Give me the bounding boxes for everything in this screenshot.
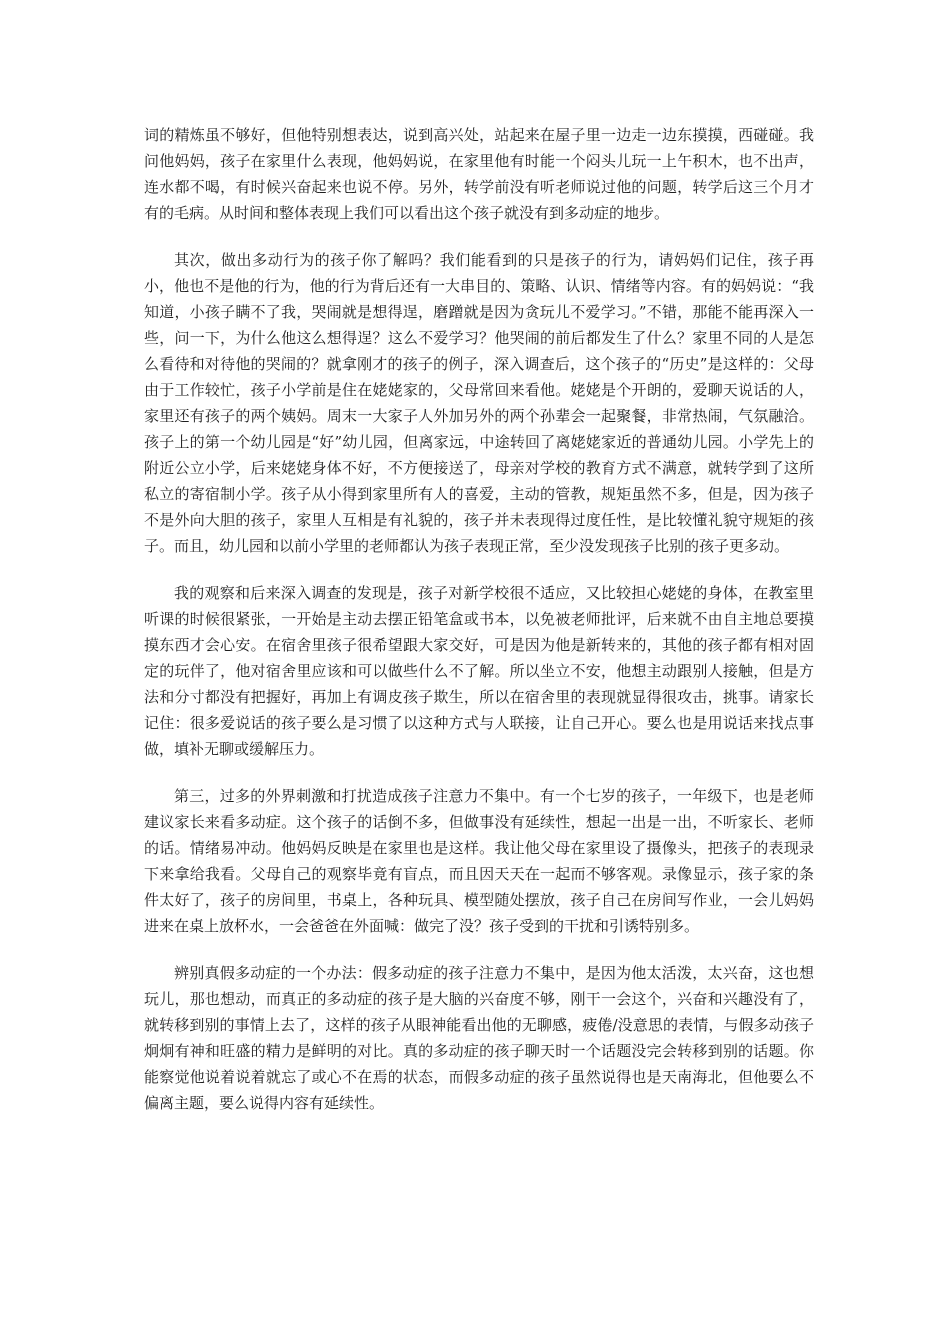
paragraph-distinguish-method: 辨别真假多动症的一个办法：假多动症的孩子注意力不集中，是因为他太活泼，太兴奋，这也想玩儿，那也想动，而真正的多动症的孩子是大脑的兴奋度不够，刚干一会这个，兴奋和兴趣没有了，就转移到别的事情上去了，这样的孩子从眼神能看出他的无聊感，疲倦/没意思的表情，与假多动孩子炯炯有神和旺盛的精力是鲜明的对比。真的多动症的孩子聊天时一个话题没完会转移到别的话题。你能察觉他说着说着就忘了或心不在焉的状态，而假多动症的孩子虽然说得也是天南海北，但他要么不偏离主题，要么说得内容有延续性。 <box>144 964 814 1112</box>
paragraph-continuation: 词的精炼虽不够好，但他特别想表达，说到高兴处，站起来在屋子里一边走一边东摸摸，西碰碰。我问他妈妈，孩子在家里什么表现，他妈妈说，在家里他有时能一个闷头儿玩一上午积木，也不出声，连水都不喝，有时候兴奋起来也说不停。另外，转学前没有听老师说过他的问题，转学后这三个月才有的毛病。从时间和整体表现上我们可以看出这个孩子就没有到多动症的地步。 <box>144 126 814 222</box>
paragraph-observation: 我的观察和后来深入调查的发现是，孩子对新学校很不适应，又比较担心姥姥的身体，在教室里听课的时候很紧张，一开始是主动去摆正铅笔盒或书本，以免被老师批评，后来就不由自主地总要摸摸东西才会心安。在宿舍里孩子很希望跟大家交好，可是因为他是新转来的，其他的孩子都有相对固定的玩伴了，他对宿舍里应该和可以做些什么不了解。所以坐立不安，他想主动跟别人接触，但是方法和分寸都没有把握好，再加上有调皮孩子欺生，所以在宿舍里的表现就显得很攻击，挑事。请家长记住：很多爱说话的孩子要么是习惯了以这种方式与人联接，让自己开心。要么也是用说话来找点事做，填补无聊或缓解压力。 <box>144 584 814 758</box>
article-body <box>144 122 814 1137</box>
paragraph-second-point: 其次，做出多动行为的孩子你了解吗？我们能看到的只是孩子的行为，请妈妈们记住，孩子再小，他也不是他的行为，他的行为背后还有一大串目的、策略、认识、情绪等内容。有的妈妈说：“我知道，小孩子瞒不了我，哭闹就是想得逞，磨蹭就是因为贪玩儿不爱学习。”不错，那能不能再深入一些，问一下，为什么他这么想得逞？这么不爱学习？他哭闹的前后都发生了什么？家里不同的人是怎么看待和对待他的哭闹的？就拿刚才的孩子的例子，深入调查后，这个孩子的“历史”是这样的：父母由于工作较忙，孩子小学前是住在姥姥家的，父母常回来看他。姥姥是个开朗的，爱聊天说话的人，家里还有孩子的两个姨妈。周末一大家子人外加另外的两个孙辈会一起聚餐，非常热闹，气氛融洽。孩子上的第一个幼儿园是“好”幼儿园，但离家远，中途转回了离姥姥家近的普通幼儿园。小学先上的附近公立小学，后来姥姥身体不好，不方便接送了，母亲对学校的教育方式不满意，就转学到了这所私立的寄宿制小学。孩子从小得到家里所有人的喜爱，主动的管教，规矩虽然不多，但是，因为孩子不是外向大胆的孩子，家里人互相是有礼貌的，孩子并未表现得过度任性，是比较懂礼貌守规矩的孩子。而且，幼儿园和以前小学里的老师都认为孩子表现正常，至少没发现孩子比别的孩子更多动。 <box>144 251 814 555</box>
paragraph-third-point: 第三，过多的外界刺激和打扰造成孩子注意力不集中。有一个七岁的孩子，一年级下，也是老师建议家长来看多动症。这个孩子的话倒不多，但做事没有延续性，想起一出是一出，不听家长、老师的话。情绪易冲动。他妈妈反映是在家里也是这样。我让他父母在家里设了摄像头，把孩子的表现录下来拿给我看。父母自己的观察毕竟有盲点，而且因天天在一起而不够客观。录像显示，孩子家的条件太好了，孩子的房间里，书桌上，各种玩具、模型随处摆放，孩子自己在房间写作业，一会儿妈妈进来在桌上放杯水，一会爸爸在外面喊：做完了没？孩子受到的干扰和引诱特别多。 <box>144 787 814 935</box>
